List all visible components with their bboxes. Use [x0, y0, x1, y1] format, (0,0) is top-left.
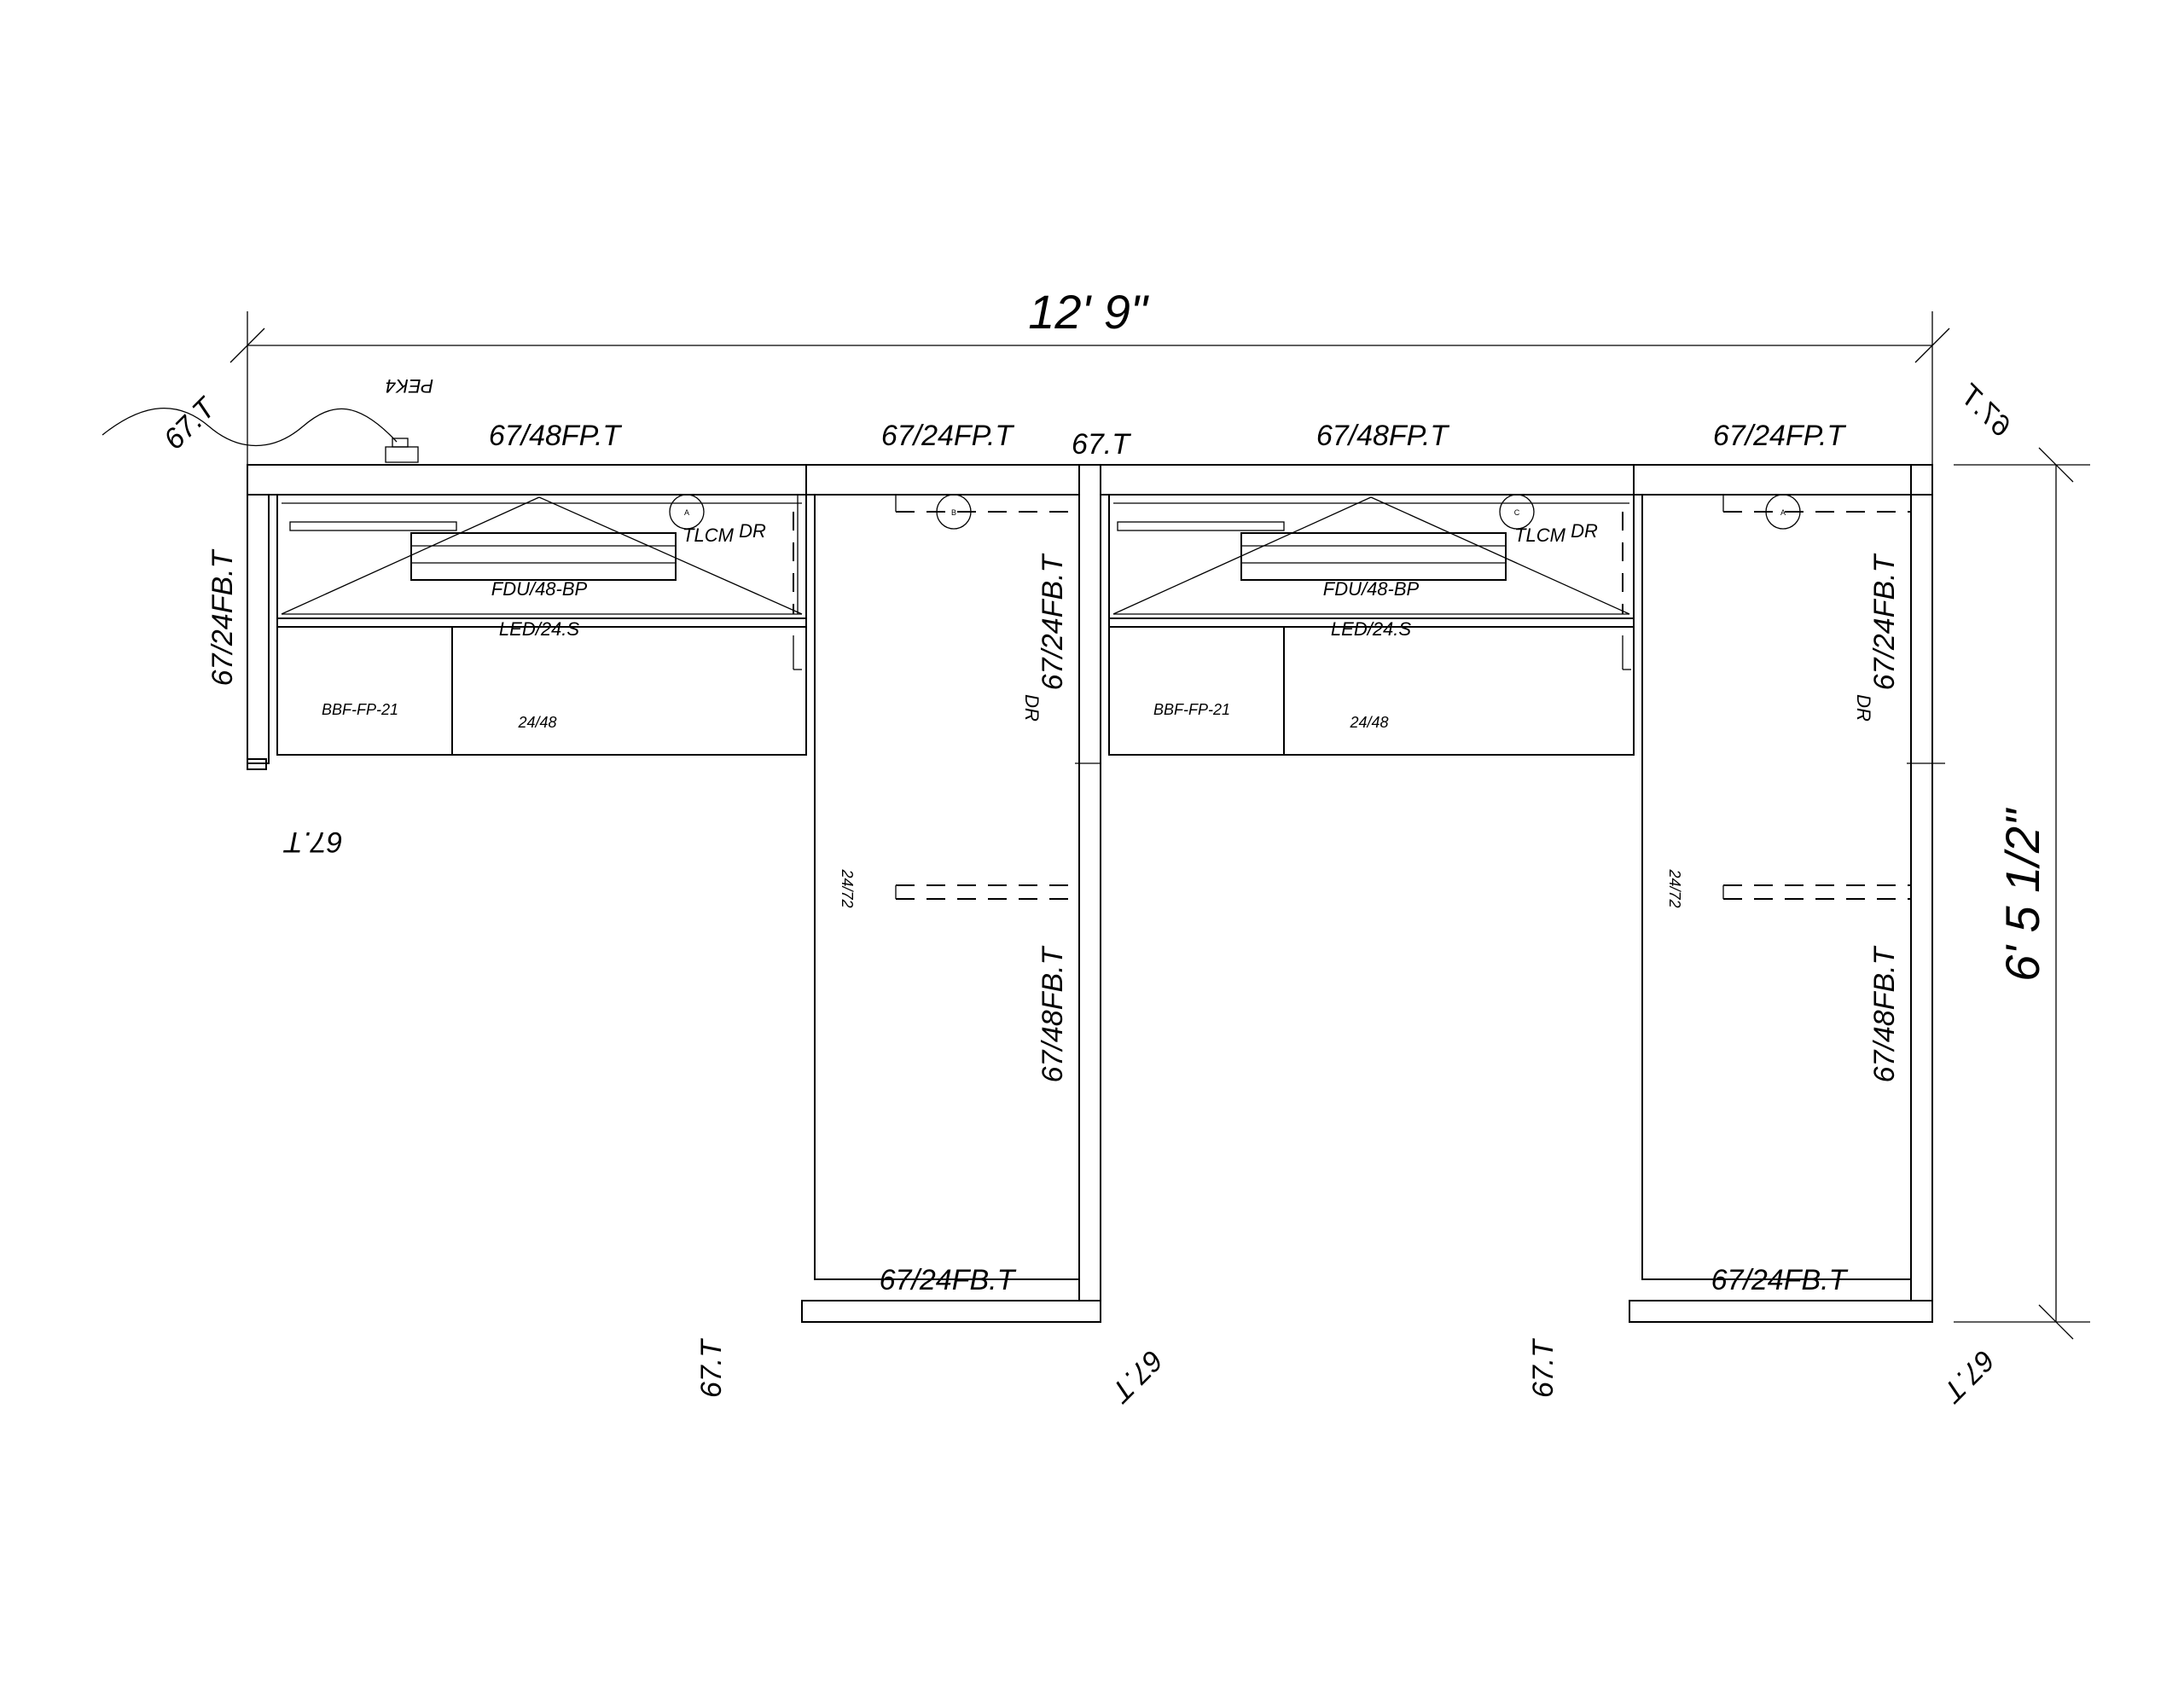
- right-main-desk-label: 24/48: [1350, 714, 1389, 731]
- right-overhead-label: FDU/48-BP: [1322, 578, 1420, 600]
- post-bottom-2-label: 67.T: [1105, 1343, 1170, 1408]
- right-top-panel-b-label: 67/24FP.T: [1712, 420, 1845, 452]
- power-entry: [102, 375, 433, 462]
- left-dr-top-label: DR: [739, 520, 766, 542]
- post-top-left-label: 67.T: [157, 391, 222, 456]
- right-pedestal-label: BBF-FP-21: [1153, 701, 1231, 718]
- right-return-panel-lower-label: 67/48FB.T: [1868, 947, 1901, 1083]
- right-tackboard-label: TLCM: [1514, 525, 1565, 546]
- post-left-end-label: 67.T: [284, 826, 344, 858]
- right-bottom-panel-label: 67/24FB.T: [1711, 1264, 1847, 1296]
- left-top-panel-a-label: 67/48FP.T: [488, 420, 621, 452]
- post-bottom-1-label: 67.T: [695, 1339, 728, 1399]
- left-bottom-panel-label: 67/24FB.T: [879, 1264, 1015, 1296]
- overall-width-label: 12' 9": [1028, 285, 1147, 339]
- right-return-panel-upper-label: 67/24FB.T: [1868, 554, 1901, 691]
- right-light-label: LED/24.S: [1330, 618, 1412, 640]
- left-tackboard-label: TLCM: [682, 525, 734, 546]
- right-circle-c: C: [1513, 508, 1520, 517]
- left-pedestal-label: BBF-FP-21: [321, 701, 399, 718]
- left-top-panel-b-label: 67/24FP.T: [880, 420, 1014, 452]
- right-top-panel-a-label: 67/48FP.T: [1316, 420, 1449, 452]
- post-bottom-3-label: 67.T: [1527, 1339, 1560, 1399]
- left-return-panel-lower-label: 67/48FB.T: [1037, 947, 1069, 1083]
- left-dr-side-label: DR: [1021, 694, 1043, 722]
- left-light-label: LED/24.S: [498, 618, 580, 640]
- right-dr-side-label: DR: [1853, 694, 1874, 722]
- post-top-right-label: 67.T: [1954, 379, 2018, 443]
- left-module: [206, 420, 1131, 1322]
- left-circle-a: A: [683, 508, 690, 517]
- right-dr-top-label: DR: [1571, 520, 1598, 542]
- left-circle-b: B: [950, 508, 957, 517]
- right-module: [1101, 420, 1945, 1322]
- left-return-desk-label: 24/72: [839, 869, 856, 908]
- post-bottom-4-label: 67.T: [1937, 1343, 2001, 1408]
- right-circle-a: A: [1780, 508, 1786, 517]
- left-end-panel-label: 67/24FB.T: [206, 550, 239, 687]
- left-return-panel-upper-label: 67/24FB.T: [1037, 554, 1069, 691]
- overall-depth-dimension: [1954, 448, 2090, 1339]
- left-main-desk-label: 24/48: [518, 714, 557, 731]
- left-overhead-label: FDU/48-BP: [491, 578, 588, 600]
- right-return-desk-label: 24/72: [1666, 869, 1683, 908]
- power-entry-label: PEK4: [385, 375, 434, 397]
- overall-depth-label: 6' 5 1/2": [1995, 809, 2049, 982]
- left-divider-post-label: 67.T: [1071, 428, 1130, 461]
